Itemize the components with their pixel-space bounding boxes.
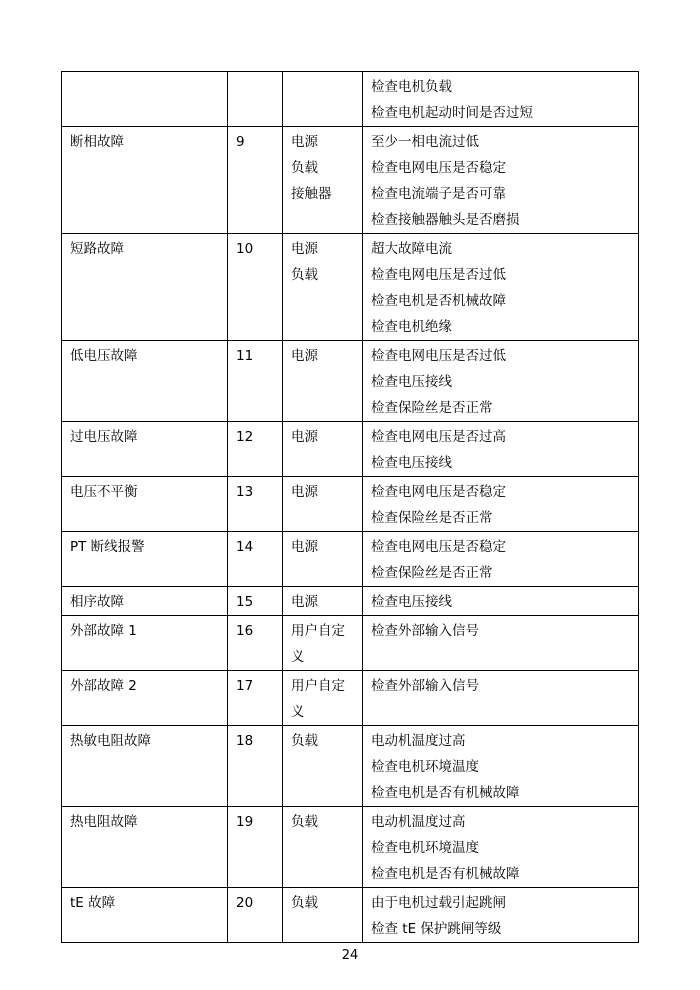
fault-code-cell (228, 477, 283, 532)
fault-code-cell (228, 127, 283, 234)
table-row (62, 234, 639, 341)
check-item: 检查外部输入信号 (371, 678, 479, 694)
fault-cause: 负载 (291, 814, 318, 830)
fault-cause: 电源 (291, 539, 318, 555)
fault-name-cell (62, 422, 228, 477)
check-item: 检查电网电压是否过高 (371, 429, 506, 445)
table-row (62, 587, 639, 616)
table-row (62, 422, 639, 477)
fault-check-cell (363, 422, 639, 477)
fault-cause-cell (283, 532, 363, 587)
fault-check-cell (363, 587, 639, 616)
fault-code-cell (228, 422, 283, 477)
table-row (62, 477, 639, 532)
check-item: 检查电机绝缘 (371, 319, 452, 335)
fault-name: 电压不平衡 (70, 484, 138, 500)
table-row (62, 671, 639, 726)
fault-name: tE 故障 (70, 895, 116, 911)
fault-cause: 用户自定义 (291, 623, 345, 665)
check-item: 检查电流端子是否可靠 (371, 186, 506, 202)
fault-code-cell (228, 341, 283, 422)
table-row (62, 127, 639, 234)
fault-name: 外部故障 1 (70, 623, 137, 639)
fault-code-cell (228, 888, 283, 943)
check-item: 检查接触器触头是否磨损 (371, 212, 520, 228)
fault-check-cell (363, 477, 639, 532)
fault-cause: 电源 (291, 241, 318, 257)
fault-name-cell (62, 807, 228, 888)
fault-name-cell (62, 616, 228, 671)
table-row (62, 888, 639, 943)
fault-cause-cell (283, 807, 363, 888)
fault-check-cell (363, 127, 639, 234)
fault-code-cell (228, 532, 283, 587)
check-item: 检查电机环境温度 (371, 759, 479, 775)
page-number: 24 (341, 948, 359, 963)
check-item: 检查外部输入信号 (371, 623, 479, 639)
fault-cause-cell (283, 888, 363, 943)
fault-check-cell (363, 616, 639, 671)
fault-code-cell (228, 587, 283, 616)
fault-name: 外部故障 2 (70, 678, 137, 694)
fault-name-cell (62, 341, 228, 422)
check-item: 至少一相电流过低 (371, 134, 479, 150)
fault-code: 12 (236, 429, 254, 445)
check-item: 检查电机负载 (371, 79, 452, 95)
fault-cause-cell (283, 234, 363, 341)
check-item: 检查电网电压是否稳定 (371, 484, 506, 500)
fault-cause: 电源 (291, 348, 318, 364)
check-item: 由于电机过载引起跳闸 (371, 895, 506, 911)
fault-cause: 用户自定义 (291, 678, 345, 720)
check-item: 检查电网电压是否稳定 (371, 160, 506, 176)
table-row (62, 341, 639, 422)
fault-name: 过电压故障 (70, 429, 138, 445)
fault-code: 14 (236, 539, 254, 555)
fault-name: 短路故障 (70, 241, 124, 257)
fault-cause-cell (283, 616, 363, 671)
fault-cause: 负载 (291, 895, 318, 911)
fault-code: 15 (236, 594, 254, 610)
fault-code: 16 (236, 623, 254, 639)
fault-cause-cell (283, 422, 363, 477)
fault-table-body (62, 72, 639, 943)
fault-code: 20 (236, 895, 254, 911)
fault-check-cell (363, 341, 639, 422)
check-item: 检查保险丝是否正常 (371, 400, 493, 416)
fault-code: 13 (236, 484, 254, 500)
fault-name-cell (62, 587, 228, 616)
table-row (62, 532, 639, 587)
fault-code: 10 (236, 241, 254, 257)
check-item: 电动机温度过高 (371, 733, 466, 749)
fault-cause: 负载 (291, 733, 318, 749)
fault-cause-cell (283, 671, 363, 726)
fault-code-cell (228, 671, 283, 726)
check-item: 检查电压接线 (371, 594, 452, 610)
fault-check-cell (363, 671, 639, 726)
fault-name-cell (62, 234, 228, 341)
fault-name: 相序故障 (70, 594, 124, 610)
fault-name-cell (62, 72, 228, 127)
fault-check-cell (363, 726, 639, 807)
fault-name-cell (62, 532, 228, 587)
fault-check-cell (363, 888, 639, 943)
check-item: 检查电机是否机械故障 (371, 293, 506, 309)
fault-cause: 电源 (291, 484, 318, 500)
fault-check-cell (363, 532, 639, 587)
fault-code-cell (228, 72, 283, 127)
check-item: 检查保险丝是否正常 (371, 565, 493, 581)
fault-cause: 接触器 (291, 186, 332, 202)
check-item: 检查电机是否有机械故障 (371, 866, 520, 882)
fault-name-cell (62, 726, 228, 807)
fault-cause: 电源 (291, 429, 318, 445)
fault-name: PT 断线报警 (70, 539, 145, 555)
fault-code: 18 (236, 733, 254, 749)
check-item: 检查电机环境温度 (371, 840, 479, 856)
check-item: 检查电机起动时间是否过短 (371, 105, 533, 121)
fault-check-cell (363, 807, 639, 888)
fault-check-cell (363, 234, 639, 341)
fault-cause-cell (283, 341, 363, 422)
fault-name-cell (62, 888, 228, 943)
table-row (62, 807, 639, 888)
fault-code-cell (228, 726, 283, 807)
fault-name: 热敏电阻故障 (70, 733, 151, 749)
fault-cause-cell (283, 587, 363, 616)
fault-cause: 负载 (291, 267, 318, 283)
fault-code: 19 (236, 814, 254, 830)
check-item: 检查保险丝是否正常 (371, 510, 493, 526)
fault-name: 低电压故障 (70, 348, 138, 364)
check-item: 检查电网电压是否过低 (371, 267, 506, 283)
fault-cause: 电源 (291, 594, 318, 610)
fault-code: 11 (236, 348, 254, 364)
fault-code-cell (228, 807, 283, 888)
fault-cause-cell (283, 127, 363, 234)
fault-code-cell (228, 616, 283, 671)
fault-code: 9 (236, 134, 245, 150)
fault-cause: 电源 (291, 134, 318, 150)
check-item: 电动机温度过高 (371, 814, 466, 830)
fault-code: 17 (236, 678, 254, 694)
fault-cause-cell (283, 726, 363, 807)
fault-cause: 负载 (291, 160, 318, 176)
fault-name: 断相故障 (70, 134, 124, 150)
fault-name: 热电阻故障 (70, 814, 138, 830)
fault-name-cell (62, 477, 228, 532)
fault-cause-cell (283, 477, 363, 532)
check-item: 检查电网电压是否过低 (371, 348, 506, 364)
check-item: 检查电压接线 (371, 374, 452, 390)
table-row (62, 72, 639, 127)
check-item: 检查电机是否有机械故障 (371, 785, 520, 801)
fault-name-cell (62, 671, 228, 726)
check-item: 超大故障电流 (371, 241, 452, 257)
table-row (62, 726, 639, 807)
fault-name-cell (62, 127, 228, 234)
check-item: 检查电网电压是否稳定 (371, 539, 506, 555)
check-item: 检查电压接线 (371, 455, 452, 471)
fault-table (61, 71, 639, 943)
check-item: 检查 tE 保护跳闸等级 (371, 921, 502, 937)
fault-check-cell (363, 72, 639, 127)
fault-code-cell (228, 234, 283, 341)
table-row (62, 616, 639, 671)
fault-cause-cell (283, 72, 363, 127)
